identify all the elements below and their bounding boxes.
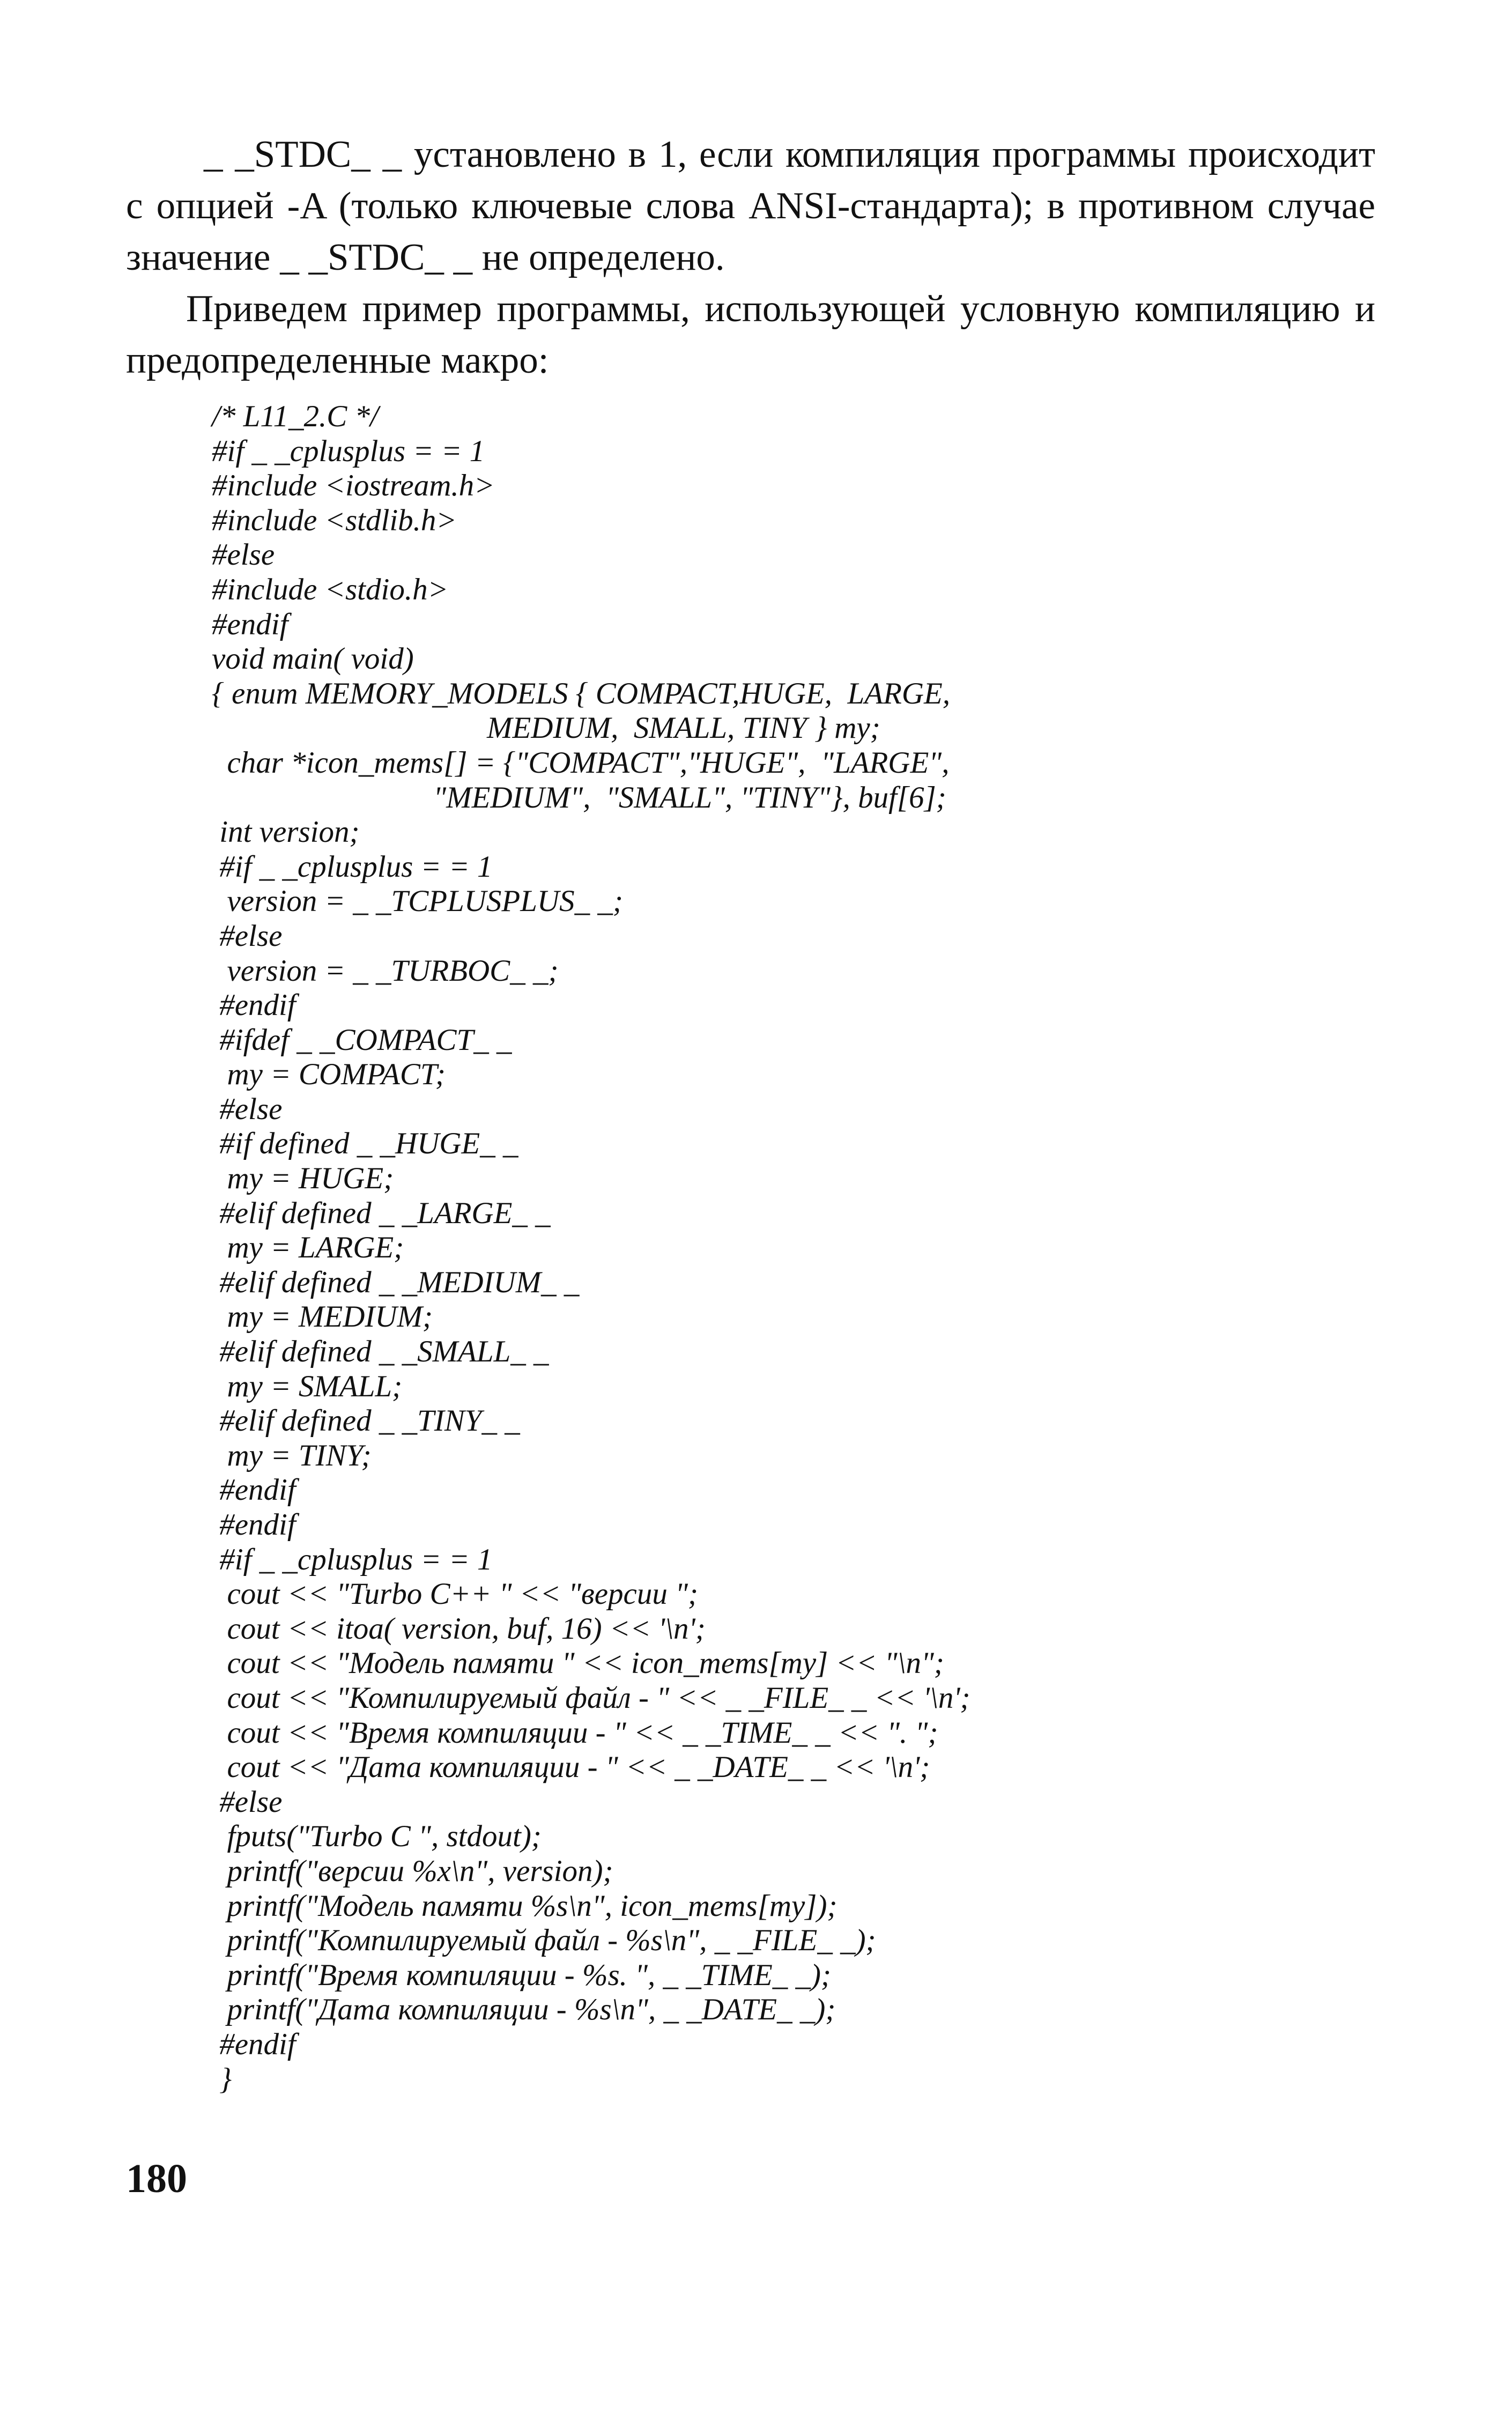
code-line: printf("Дата компиляции - %s\n", _ _DATE_ _);: [212, 1993, 836, 2027]
code-line: version = _ _TCPLUSPLUS_ _;: [212, 884, 623, 919]
code-line: #if _ _cplusplus = = 1: [212, 849, 493, 884]
code-line: { enum MEMORY_MODELS { COMPACT,HUGE, LARGE,: [212, 676, 951, 710]
code-line: #include <stdlib.h>: [212, 503, 457, 537]
code-line: MEDIUM, SMALL, TINY } my;: [212, 711, 880, 745]
body-text: [126, 129, 1375, 386]
code-line: /* L11_2.C */: [212, 399, 379, 433]
code-line: printf("Компилируемый файл - %s\n", _ _FILE_ _);: [212, 1923, 876, 1958]
code-line: #endif: [212, 607, 288, 641]
code-line: printf("версии %x\n", version);: [212, 1854, 613, 1888]
code-line: my = SMALL;: [212, 1369, 403, 1403]
code-line: #else: [212, 1092, 283, 1126]
code-line: #else: [212, 538, 275, 572]
code-line: fputs("Turbo C ", stdout);: [212, 1819, 542, 1854]
code-line: char *icon_mems[] = {"COMPACT","HUGE", "LARGE",: [212, 745, 950, 780]
code-line: #if _ _cplusplus = = 1: [212, 1542, 493, 1576]
code-line: #else: [212, 1785, 283, 1819]
code-line: cout << "Модель памяти " << icon_mems[my] << "\n";: [212, 1646, 944, 1681]
code-line: my = COMPACT;: [212, 1057, 446, 1092]
code-line: cout << "Компилируемый файл - " << _ _FILE_ _ << '\n';: [212, 1681, 970, 1715]
code-line: printf("Время компиляции - %s. ", _ _TIME_ _);: [212, 1958, 832, 1992]
code-line: #include <stdio.h>: [212, 572, 449, 606]
code-line: my = MEDIUM;: [212, 1300, 433, 1334]
code-line: #if defined _ _HUGE_ _: [212, 1127, 518, 1161]
code-line: #else: [212, 919, 283, 953]
paragraph-example-intro: Приведем пример программы, использующей условную компиляцию и предопределенные макро:: [126, 288, 1375, 381]
code-line: cout << "Время компиляции - " << _ _TIME_ _ << ". ";: [212, 1715, 938, 1750]
code-line: #if _ _cplusplus = = 1: [212, 434, 485, 468]
page-number: 180: [126, 2156, 187, 2201]
code-line: #endif: [212, 2027, 296, 2061]
code-line: my = HUGE;: [212, 1161, 394, 1196]
code-line: cout << "Дата компиляции - " << _ _DATE_ _ << '\n';: [212, 1750, 930, 1785]
code-line: #include <iostream.h>: [212, 469, 495, 503]
code-line: }: [212, 2062, 232, 2096]
code-line: cout << itoa( version, buf, 16) << '\n';: [212, 1611, 706, 1646]
code-line: my = TINY;: [212, 1438, 372, 1472]
code-line: void main( void): [212, 642, 414, 676]
code-line: cout << "Turbo C++ " << "версии ";: [212, 1577, 698, 1611]
code-line: #elif defined _ _TINY_ _: [212, 1404, 520, 1438]
code-line: #ifdef _ _COMPACT_ _: [212, 1023, 512, 1057]
code-listing: [212, 399, 1391, 2097]
code-line: "MEDIUM", "SMALL", "TINY"}, buf[6];: [212, 780, 946, 815]
code-line: #endif: [212, 1508, 296, 1542]
code-line: my = LARGE;: [212, 1231, 404, 1265]
code-line: #endif: [212, 988, 296, 1023]
code-line: printf("Модель памяти %s\n", icon_mems[my]);: [212, 1889, 837, 1923]
code-line: #elif defined _ _SMALL_ _: [212, 1335, 549, 1369]
code-line: version = _ _TURBOC_ _;: [212, 953, 559, 988]
code-line: #endif: [212, 1473, 296, 1507]
code-line: #elif defined _ _LARGE_ _: [212, 1196, 551, 1230]
paragraph-stdc: _ _STDC_ _ установлено в 1, если компиляция программы происходит с опцией -A (только ключевые слова ANSI-стандарта); в противном случае значение _ _STDC_ _ не определено.: [126, 134, 1375, 278]
code-line: #elif defined _ _MEDIUM_ _: [212, 1265, 580, 1299]
code-line: int version;: [212, 815, 360, 849]
